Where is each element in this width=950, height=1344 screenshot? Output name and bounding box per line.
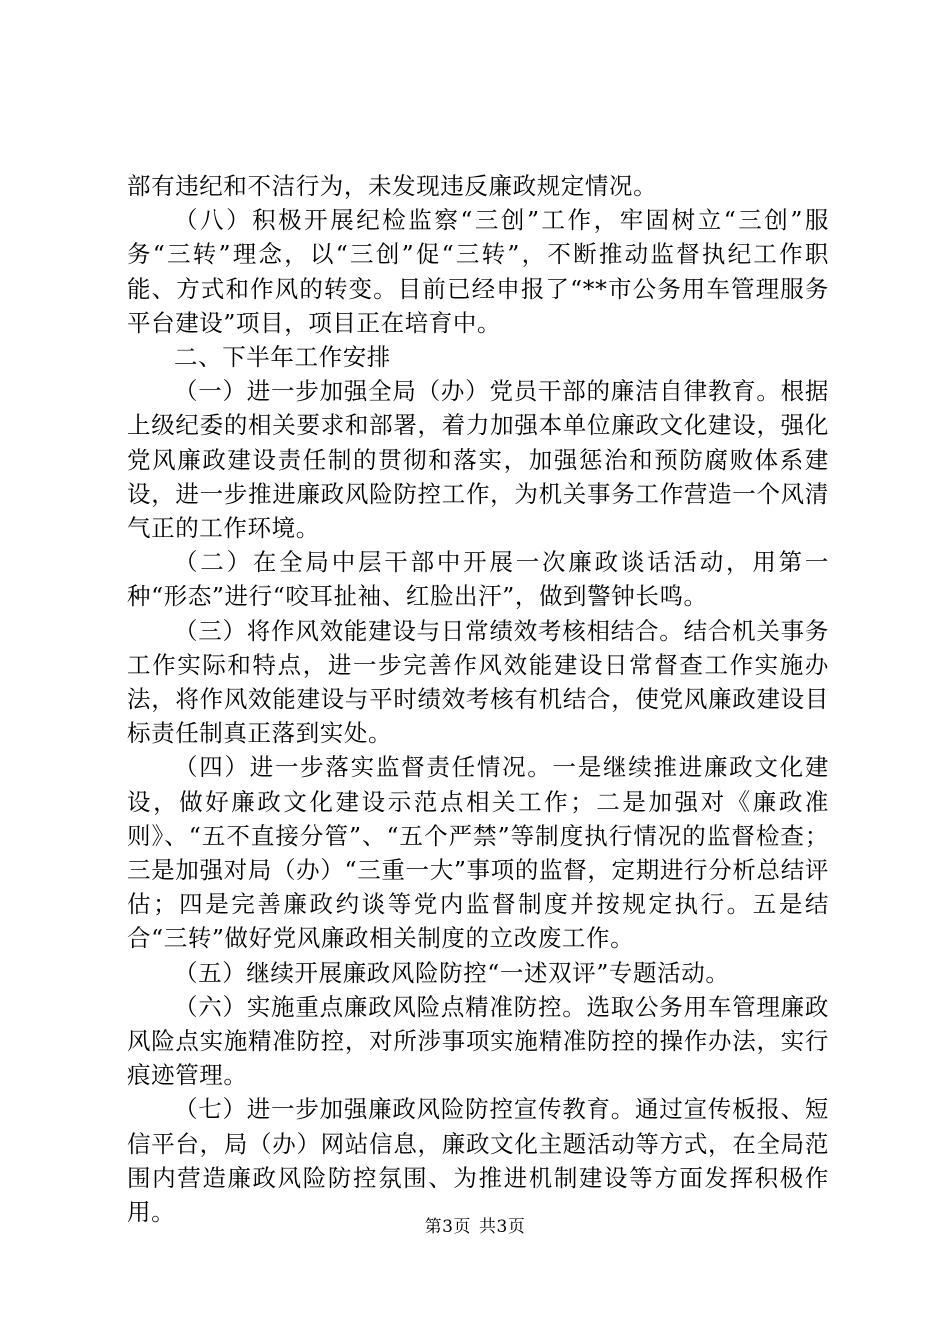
paragraph-item-2: （二）在全局中层干部中开展一次廉政谈话活动，用第一种“形态”进行“咬耳扯袖、红脸出汗”，做到警钟长鸣。 — [127, 548, 829, 611]
paragraph-item-8: （八）积极开展纪检监察“三创”工作，牢固树立“三创”服务“三转”理念，以“三创”促“三转”，不断推动监督执纪工作职能、方式和作风的转变。目前已经申报了“**市公务用车管理服务平台建设”项目，项目正在培育中。 — [127, 206, 829, 337]
paragraph-continued: 部有违纪和不洁行为，未发现违反廉政规定情况。 — [127, 172, 658, 200]
paragraph-item-1: （一）进一步加强全局（办）党员干部的廉洁自律教育。根据上级纪委的相关要求和部署，着力加强本单位廉政文化建设，强化党风廉政建设责任制的贯彻和落实，加强惩治和预防腐败体系建设，进一步推进廉政风险防控工作，为机关事务工作营造一个风清气正的工作环境。 — [127, 377, 829, 543]
paragraph-item-4: （四）进一步落实监督责任情况。一是继续推进廉政文化建设，做好廉政文化建设示范点相关工作；二是加强对《廉政准则》、“五不直接分管”、“五个严禁”等制度执行情况的监督检查；三是加强对局（办）“三重一大”事项的监督，定期进行分析总结评估；四是完善廉政约谈等党内监督制度并按规定执行。五是结合“三转”做好党风廉政相关制度的立改废工作。 — [127, 753, 829, 953]
page-number-total: 共3页 — [479, 1217, 526, 1237]
section-heading: 二、下半年工作安排 — [174, 343, 391, 372]
paragraph-item-3: （三）将作风效能建设与日常绩效考核相结合。结合机关事务工作实际和特点，进一步完善作风效能建设日常督查工作实施办法，将作风效能建设与平时绩效考核有机结合，使党风廉政建设目标责任制真正落到实处。 — [127, 616, 829, 748]
document-body — [127, 169, 829, 1229]
page-footer — [0, 1216, 950, 1238]
paragraph-item-7: （七）进一步加强廉政风险防控宣传教育。通过宣传板报、短信平台，局（办）网站信息，廉政文化主题活动等方式，在全局范围内营造廉政风险防控氛围、为推进机制建设等方面发挥积极作用。 — [127, 1095, 829, 1227]
page-number-current: 第3页 — [424, 1217, 471, 1237]
paragraph-item-6: （六）实施重点廉政风险点精准防控。选取公务用车管理廉政风险点实施精准防控，对所涉事项实施精准防控的操作办法，实行痕迹管理。 — [127, 992, 829, 1090]
paragraph-item-5: （五）继续开展廉政风险防控“一述双评”专题活动。 — [174, 958, 730, 987]
